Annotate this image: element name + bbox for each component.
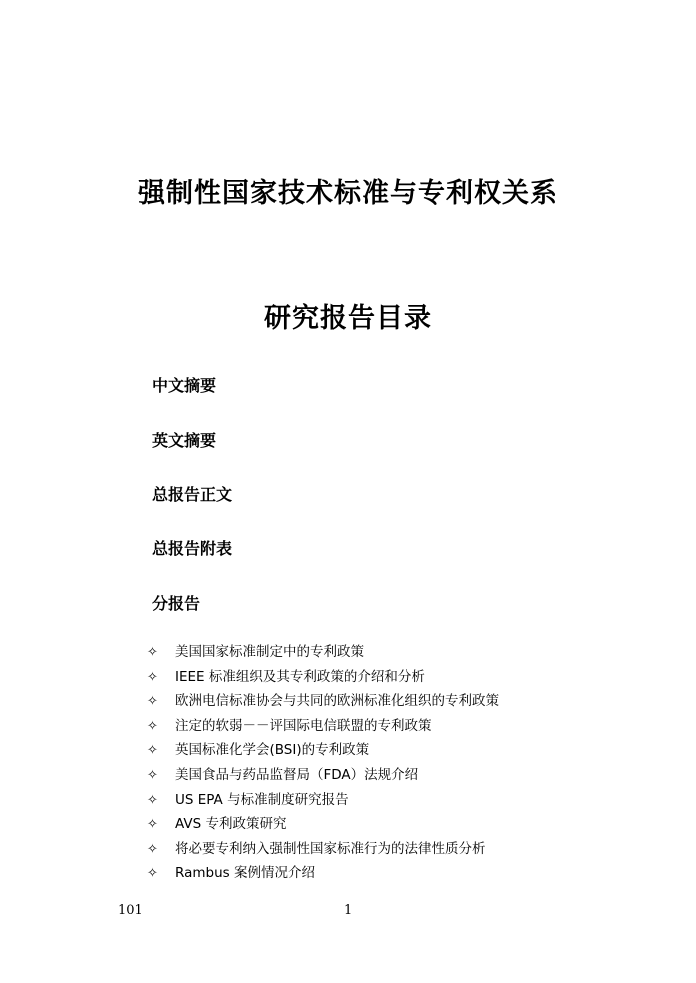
bullet-icon: ✧	[147, 817, 158, 833]
list-item	[147, 689, 499, 714]
list-item	[147, 763, 499, 788]
list-item-text: 美国国家标准制定中的专利政策	[175, 644, 364, 660]
list-item	[147, 837, 499, 862]
bullet-icon: ✧	[147, 645, 158, 660]
list-item-text: 欧洲电信标准协会与共同的欧洲标准化组织的专利政策	[175, 693, 499, 710]
section-main-report-appendix: 总报告附表	[152, 539, 233, 558]
list-item-text: AVS 专利政策研究	[175, 816, 287, 833]
list-item	[147, 665, 499, 690]
list-item	[147, 812, 499, 837]
bullet-icon: ✧	[147, 767, 158, 783]
section-sub-reports: 分报告	[152, 594, 201, 613]
list-item-text: Rambus 案例情况介绍	[175, 865, 315, 882]
list-item	[147, 788, 499, 813]
list-item-text: 美国食品与药品监督局（FDA）法规介绍	[175, 766, 419, 783]
list-item	[147, 738, 499, 763]
bullet-icon: ✧	[147, 694, 158, 710]
bullet-icon: ✧	[147, 841, 158, 857]
document-subtitle: 研究报告目录	[264, 303, 432, 334]
section-chinese-abstract: 中文摘要	[152, 376, 217, 395]
list-item-text: 注定的软弱－－评国际电信联盟的专利政策	[175, 717, 432, 734]
section-english-abstract: 英文摘要	[152, 431, 217, 450]
list-item-text: 将必要专利纳入强制性国家标准行为的法律性质分析	[175, 840, 486, 857]
bullet-icon: ✧	[147, 669, 158, 685]
bullet-icon: ✧	[147, 718, 158, 734]
page-number: 1	[344, 903, 353, 918]
list-item	[147, 861, 499, 886]
bullet-icon: ✧	[147, 792, 158, 808]
document-title: 强制性国家技术标准与专利权关系	[138, 178, 558, 209]
bullet-icon: ✧	[147, 743, 158, 759]
footer-left-number: 101	[118, 903, 143, 918]
section-main-report: 总报告正文	[152, 485, 233, 504]
list-item	[147, 714, 499, 739]
bullet-icon: ✧	[147, 866, 158, 882]
list-item-text: US EPA 与标准制度研究报告	[175, 791, 349, 808]
sub-report-list	[147, 640, 499, 886]
list-item	[147, 640, 499, 665]
list-item-text: 英国标准化学会(BSI)的专利政策	[175, 742, 370, 759]
list-item-text: IEEE 标准组织及其专利政策的介绍和分析	[175, 668, 425, 685]
